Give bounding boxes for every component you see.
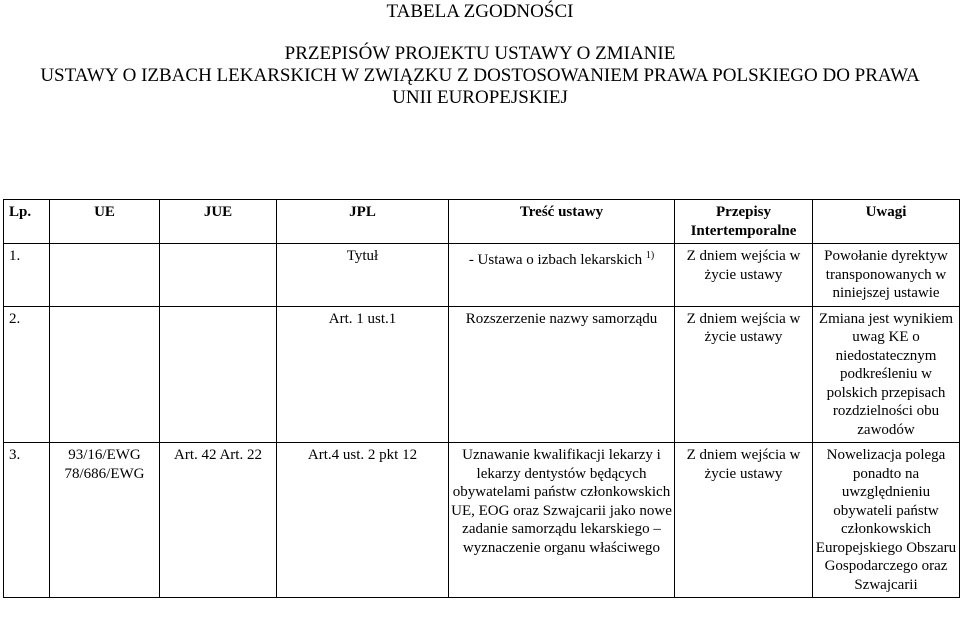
header-jpl: JPL <box>277 200 449 244</box>
footnote-marker: 1) <box>645 250 655 261</box>
cell-ue <box>50 306 160 443</box>
header-lp: Lp. <box>4 200 50 244</box>
cell-lp: 2. <box>4 306 50 443</box>
cell-jue: Art. 42 Art. 22 <box>160 443 277 598</box>
cell-ue <box>50 244 160 307</box>
table-row <box>4 306 960 443</box>
header-ue: UE <box>50 200 160 244</box>
cell-uwagi: Nowelizacja polega ponadto na uwzględnieniu obywateli państw członkowskich Europejskiego Obszaru Gospodarczego oraz Szwajcarii <box>813 443 960 598</box>
cell-tresc <box>449 244 675 307</box>
cell-jpl: Art. 1 ust.1 <box>277 306 449 443</box>
header-jue: JUE <box>160 200 277 244</box>
table-header-row <box>4 200 960 244</box>
cell-jue <box>160 244 277 307</box>
cell-uwagi: Powołanie dyrektyw transponowanych w niniejszej ustawie <box>813 244 960 307</box>
cell-lp: 1. <box>4 244 50 307</box>
cell-tresc: Rozszerzenie nazwy samorządu <box>449 306 675 443</box>
cell-jue <box>160 306 277 443</box>
cell-lp: 3. <box>4 443 50 598</box>
document-subtitle-line-2: USTAWY O IZBACH LEKARSKICH W ZWIĄZKU Z DOSTOSOWANIEM PRAWA POLSKIEGO DO PRAWA <box>40 65 920 86</box>
cell-jpl: Art.4 ust. 2 pkt 12 <box>277 443 449 598</box>
cell-przepisy: Z dniem wejścia w życie ustawy <box>675 443 813 598</box>
header-tresc: Treść ustawy <box>449 200 675 244</box>
cell-przepisy: Z dniem wejścia w życie ustawy <box>675 306 813 443</box>
cell-tresc-text: - Ustawa o izbach lekarskich <box>468 252 643 268</box>
cell-uwagi: Zmiana jest wynikiem uwag KE o niedostatecznym podkreśleniu w polskich przepisach rozdzielności obu zawodów <box>813 306 960 443</box>
document-subtitle-line-1: PRZEPISÓW PROJEKTU USTAWY O ZMIANIE <box>284 43 676 64</box>
cell-tresc: Uznawanie kwalifikacji lekarzy i lekarzy dentystów będących obywatelami państw członkowskich UE, EOG oraz Szwajcarii jako nowe zadanie samorządu lekarskiego – wyznaczenie organu właściwego <box>449 443 675 598</box>
document-subtitle-line-3: UNII EUROPEJSKIEJ <box>392 87 568 108</box>
table-row <box>4 244 960 307</box>
header-uwagi: Uwagi <box>813 200 960 244</box>
cell-jpl: Tytuł <box>277 244 449 307</box>
header-przepisy: Przepisy Intertemporalne <box>675 200 813 244</box>
cell-przepisy: Z dniem wejścia w życie ustawy <box>675 244 813 307</box>
document-title: TABELA ZGODNOŚCI <box>386 1 574 22</box>
table-row <box>4 443 960 598</box>
compliance-table <box>3 199 960 598</box>
cell-ue: 93/16/EWG 78/686/EWG <box>50 443 160 598</box>
